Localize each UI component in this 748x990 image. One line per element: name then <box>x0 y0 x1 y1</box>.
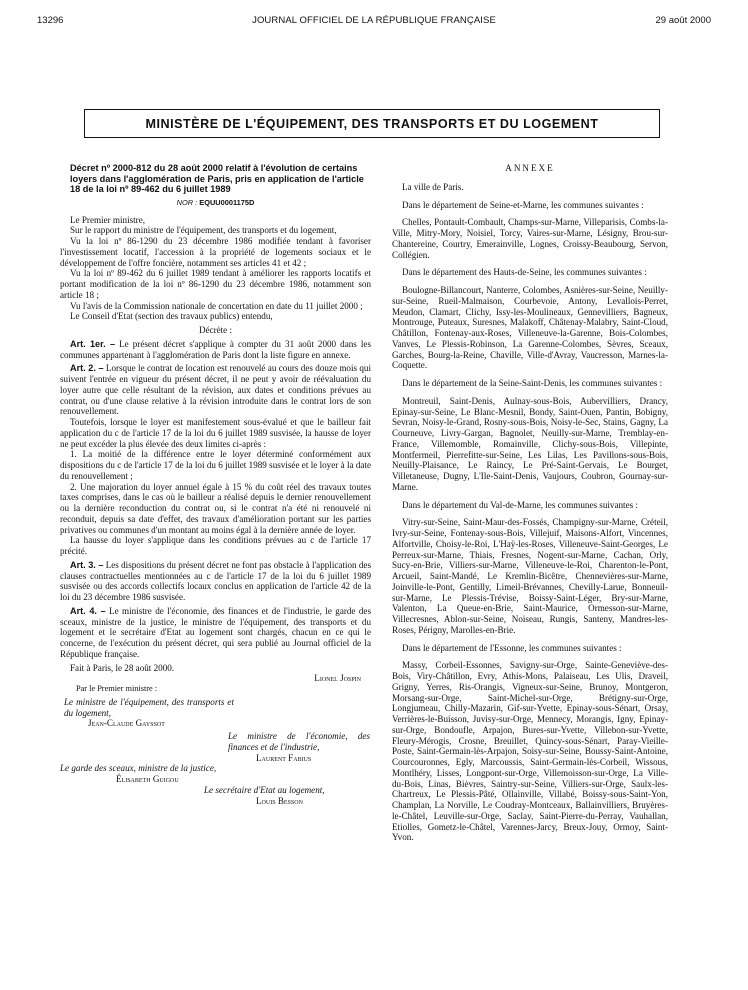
annexe-93-intro: Dans le département de la Seine-Saint-Denis, les communes suivantes : <box>402 378 663 388</box>
annexe-77-list: Chelles, Pontault-Combault, Champs-sur-Marne, Villeparisis, Combs-la-Ville, Mitry-Mory, Noisiel, Torcy, Vaires-sur-Marne, Lésigny, Brou-sur-Chantereine, Courtry, Emerainville, Lognes, Croissy-Beaubourg, Servon, Collégien. <box>392 217 668 260</box>
signature-equipement <box>60 718 371 729</box>
visa-loi-1989: Vu la loi nº 89-462 du 6 juillet 1989 tendant à améliorer les rapports locatifs et portant modification de la loi nº 86-1290 du 23 décembre 1986, notamment son article 18 ; <box>60 268 371 300</box>
annexe-94-intro: Dans le département du Val-de-Marne, les communes suivantes : <box>402 499 638 510</box>
article-3-text: Les dispositions du présent décret ne font pas obstacle à l'application des clauses contractuelles mentionnées au c de l'article 17 de la loi du 6 juillet 1989 susvisée ou des accords collectifs locaux conclus en application de l'article 42 de la loi du 23 décembre 1986 susvisée. <box>60 559 371 603</box>
par-le-premier-ministre: Par le Premier ministre : <box>76 684 158 694</box>
article-1-label: Art. 1er. – <box>70 338 116 349</box>
signature-justice <box>60 774 371 785</box>
article-2-para-2: Toutefois, lorsque le loyer est manifestement sous-évalué et que le bailleur fait application du c de l'article 17 de la loi du 6 juillet 1989 susvisée, la hausse de loyer ne peut excéder la plus élevée des deux limites ci-après : <box>60 417 371 449</box>
annexe-column <box>392 163 668 843</box>
annexe-77-intro: Dans le département de Seine-et-Marne, les communes suivantes : <box>402 199 644 210</box>
article-3 <box>60 560 371 603</box>
annexe-92-list: Boulogne-Billancourt, Nanterre, Colombes, Asnières-sur-Seine, Neuilly-sur-Seine, Rueil-Malmaison, Courbevoie, Antony, Levallois-Perret, Meudon, Clamart, Clichy, Issy-les-Moulineaux, Gennevilliers, Bagneux, Montrouge, Puteaux, Suresnes, Malakoff, Châtenay-Malabry, Saint-Cloud, Châtillon, Fontenay-aux-Roses, Villeneuve-la-Garenne, Bois-Colombes, Vanves, Le Plessis-Robinson, La Garenne-Colombes, Sèvres, Sceaux, Garches, Bourg-la-Reine, Chaville, Ville-d'Avray, Vaucresson, Marnes-la-Coquette. <box>392 285 668 371</box>
ministry-title-box <box>84 109 660 138</box>
decrete: Décrète : <box>198 325 233 336</box>
annexe-91-list: Massy, Corbeil-Essonnes, Savigny-sur-Orge, Sainte-Geneviève-des-Bois, Viry-Châtillon, Evry, Athis-Mons, Palaiseau, Les Ulis, Draveil, Grigny, Yerres, Ris-Orangis, Vigneux-sur-Seine, Brunoy, Montgeron, Morsang-sur-Orge, Saint-Michel-sur-Orge, Brétigny-sur-Orge, Longjumeau, Chilly-Mazarin, Gif-sur-Yvette, Epinay-sous-Sénart, Orsay, Verrières-le-Buisson, Juvisy-sur-Orge, Mennecy, Morangis, Igny, Epinay-sur-Orge, Bondoufle, Arpajon, Bures-sur-Yvette, Villebon-sur-Yvette, Fleury-Mérogis, Crosne, Breuillet, Quincy-sous-Sénart, Paray-Vieille-Poste, Saint-Germain-lès-Arpajon, Soisy-sur-Seine, Boussy-Saint-Antoine, Courcouronnes, Egly, Marcoussis, Saint-Germain-lès-Corbeil, Wissous, Montlhéry, Lisses, Longpont-sur-Orge, Villemoisson-sur-Orge, La Ville-du-Bois, Linas, Bièvres, Saintry-sur-Seine, Villiers-sur-Orge, Saulx-les-Chartreux, Le Plessis-Pâté, Ollainville, Villabé, Boissy-sous-Saint-Yon, Champlan, La Norville, Le Coudray-Montceaux, Ballainvilliers, Bruyères-le-Châtel, Leuville-sur-Orge, Saclay, Saint-Pierre-du-Perray, Vauhallan, Etiolles, Gometz-le-Châtel, Varennes-Jarcy, Breux-Jouy, Ormoy, Saint-Yvon. <box>392 660 668 843</box>
visa-rapport: Sur le rapport du ministre de l'équipement, des transports et du logement, <box>70 225 337 236</box>
annexe-92-intro: Dans le département des Hauts-de-Seine, les communes suivantes : <box>402 267 647 278</box>
article-2-label: Art. 2. – <box>70 363 104 374</box>
article-3-label: Art. 3. – <box>70 559 104 570</box>
signature-economie <box>60 753 371 764</box>
issue-date: 29 août 2000 <box>655 15 711 26</box>
article-4 <box>60 606 371 660</box>
signature-equipement-name: Jean-Claude Gayssot <box>88 718 165 729</box>
article-1-text: Le présent décret s'applique à compter du 31 août 2000 dans les communes appartenant à l'agglomération de Paris dont la liste figure en annexe. <box>60 338 371 360</box>
signature-logement <box>60 796 371 807</box>
visa-loi-1986: Vu la loi nº 86-1290 du 23 décembre 1986 modifiée tendant à favoriser l'investissement locatif, l'accession à la propriété de logements sociaux et le développement de l'offre foncière, notamment ses articles 41 et 42 ; <box>60 236 371 268</box>
annexe-91-intro: Dans le département de l'Essonne, les communes suivantes : <box>402 642 622 653</box>
article-4-text: Le ministre de l'économie, des finances et de l'industrie, le garde des sceaux, ministre de la justice, le ministre de l'équipement, des transports et du logement et le secrétaire d'Etat au logement sont chargés, chacun en ce qui le concerne, de l'exécution du présent décret, qui sera publié au Journal officiel de la République française. <box>60 605 371 659</box>
article-2-para-4: 2. Une majoration du loyer annuel égale à 15 % du coût réel des travaux toutes taxes comprises, dans le cas où le bailleur a réalisé depuis le dernier renouvellement ou la dernière reconduction du contrat ou, si le contrat n'a été ni renouvelé ni reconduit, depuis sa date d'effet, des travaux d'amélioration portant sur les parties privatives ou communes d'un montant au moins égal à la dernière année de loyer. <box>60 481 371 535</box>
page-number: 13296 <box>37 15 64 26</box>
journal-title: JOURNAL OFFICIEL DE LA RÉPUBLIQUE FRANÇAISE <box>252 15 496 26</box>
article-4-label: Art. 4. – <box>70 605 106 616</box>
signature-logement-name: Louis Besson <box>256 795 303 806</box>
ministry-title: MINISTÈRE DE L'ÉQUIPEMENT, DES TRANSPORTS ET DU LOGEMENT <box>145 116 599 131</box>
nor-label: NOR : <box>176 197 198 207</box>
signature-premier-ministre: Lionel Jospin <box>314 673 361 684</box>
annexe-title: ANNEXE <box>505 163 555 173</box>
decree-title: Décret nº 2000-812 du 28 août 2000 relatif à l'évolution de certains loyers dans l'agglomération de Paris, pris en application de l'article 18 de la loi nº 89-462 du 6 juillet 1989 <box>70 163 364 195</box>
signature-justice-name: Élisabeth Guigou <box>116 774 179 785</box>
decree-column <box>60 163 371 806</box>
signature-justice-title: Le garde des sceaux, ministre de la justice, <box>60 763 217 774</box>
premier-ministre: Le Premier ministre, <box>70 214 146 225</box>
nor-reference <box>60 198 371 209</box>
annexe-93-list: Montreuil, Saint-Denis, Aulnay-sous-Bois, Aubervilliers, Drancy, Epinay-sur-Seine, Le Blanc-Mesnil, Bondy, Saint-Ouen, Pantin, Bobigny, Sevran, Noisy-le-Grand, Rosny-sous-Bois, Noisy-le-Sec, Stains, Gagny, La Courneuve, Livry-Gargan, Bagnolet, Neuilly-sur-Marne, Tremblay-en-France, Villemomble, Romainville, Clichy-sous-Bois, Villepinte, Montfermeil, Pierrefitte-sur-Seine, Les Lilas, Les Pavillons-sous-Bois, Neuilly-Plaisance, Le Raincy, Le Pré-Saint-Gervais, Le Bourget, Villetaneuse, Dugny, L'Ile-Saint-Denis, Vaujours, Coubron, Gournay-sur-Marne. <box>392 395 668 492</box>
annexe-94-list: Vitry-sur-Seine, Saint-Maur-des-Fossés, Champigny-sur-Marne, Créteil, Ivry-sur-Seine, Fontenay-sous-Bois, Villejuif, Maisons-Alfort, Vincennes, Alfortville, Choisy-le-Roi, L'Haÿ-les-Roses, Villeneuve-Saint-Georges, Le Perreux-sur-Marne, Thiais, Fresnes, Nogent-sur-Marne, Cachan, Orly, Sucy-en-Brie, Villiers-sur-Marne, Villeneuve-le-Roi, Charenton-le-Pont, Arcueil, Saint-Mandé, Le Kremlin-Bicêtre, Chennevières-sur-Marne, Joinville-le-Pont, Gentilly, Limeil-Brévannes, Chevilly-Larue, Bonneuil-sur-Marne, Le Plessis-Trévise, Boissy-Saint-Léger, Bry-sur-Marne, Valenton, La Queue-en-Brie, Saint-Maurice, Ormesson-sur-Marne, Villecresnes, Ablon-sur-Seine, Noiseau, Rungis, Santeny, Mandres-les-Roses, Périgny, Marolles-en-Brie. <box>392 517 668 635</box>
article-2-para-5: La hausse du loyer s'applique dans les conditions prévues au c de l'article 17 précité. <box>60 535 371 557</box>
article-2 <box>60 363 371 417</box>
signature-economie-title: Le ministre de l'économie, des finances et de l'industrie, <box>228 731 370 752</box>
signature-economie-name: Laurent Fabius <box>256 752 312 763</box>
page-header <box>37 15 711 29</box>
annexe-paris: La ville de Paris. <box>402 181 464 192</box>
signature-equipement-title: Le ministre de l'équipement, des transports et du logement, <box>64 696 234 718</box>
visa-conseil: Le Conseil d'Etat (section des travaux publics) entendu, <box>70 311 273 322</box>
article-2-para-3: 1. La moitié de la différence entre le loyer déterminé conformément aux dispositions du c de l'article 17 de la loi du 6 juillet 1989 susvisée et le loyer à la date du renouvellement ; <box>60 449 371 481</box>
signature-logement-title: Le secrétaire d'Etat au logement, <box>204 784 325 795</box>
article-1 <box>60 339 371 361</box>
nor-value: EQUU0001175D <box>199 197 255 207</box>
visa-avis: Vu l'avis de la Commission nationale de concertation en date du 11 juillet 2000 ; <box>70 300 363 311</box>
article-2-text: Lorsque le contrat de location est renouvelé au cours des douze mois qui suivent l'entrée en vigueur du présent décret, il ne peut y avoir de réévaluation du loyer autre que celle résultant de la révision, aux dates et conditions prévues au contrat, ou d'une clause relative à la révision introduite dans le contrat lors de son renouvellement. <box>60 363 372 417</box>
fait-a-paris: Fait à Paris, le 28 août 2000. <box>70 662 175 673</box>
